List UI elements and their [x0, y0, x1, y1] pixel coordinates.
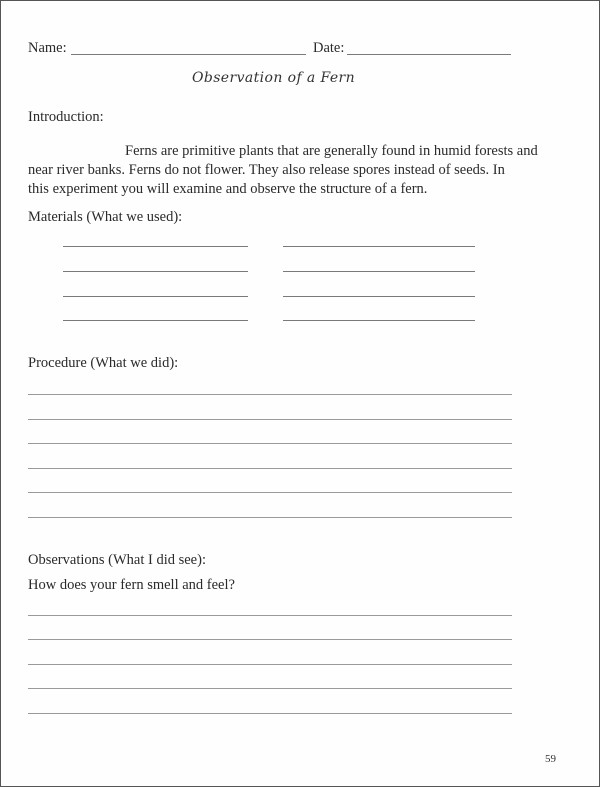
materials-line[interactable]: [63, 296, 248, 297]
introduction-heading: Introduction:: [28, 109, 104, 125]
date-write-line[interactable]: [347, 54, 511, 55]
observations-question: How does your fern smell and feel?: [28, 577, 235, 593]
procedure-line[interactable]: [28, 492, 512, 493]
materials-line[interactable]: [283, 296, 475, 297]
observations-line[interactable]: [28, 639, 512, 640]
materials-heading: Materials (What we used):: [28, 209, 183, 225]
name-label: Name:: [28, 40, 67, 56]
procedure-line[interactable]: [28, 443, 512, 444]
materials-line[interactable]: [283, 271, 475, 272]
procedure-line[interactable]: [28, 517, 512, 518]
observations-heading: Observations (What I did see):: [28, 552, 206, 568]
date-label: Date:: [313, 40, 345, 56]
procedure-line[interactable]: [28, 394, 512, 395]
materials-line[interactable]: [63, 271, 248, 272]
procedure-line[interactable]: [28, 419, 512, 420]
name-write-line[interactable]: [71, 54, 306, 55]
materials-line[interactable]: [63, 246, 248, 247]
worksheet-title: Observation of a Fern: [191, 70, 356, 86]
page-number: 59: [545, 753, 556, 765]
observations-line[interactable]: [28, 713, 512, 714]
introduction-paragraph: [28, 142, 548, 199]
observations-line[interactable]: [28, 615, 512, 616]
observations-line[interactable]: [28, 664, 512, 665]
intro-line-3: this experiment you will examine and observe the structure of a fern.: [28, 181, 428, 197]
intro-line-1: Ferns are primitive plants that are generally found in humid forests and: [125, 143, 538, 159]
materials-line[interactable]: [283, 320, 475, 321]
procedure-heading: Procedure (What we did):: [28, 355, 179, 371]
intro-line-2: near river banks. Ferns do not flower. They also release spores instead of seeds. In: [28, 162, 505, 178]
materials-line[interactable]: [283, 246, 475, 247]
materials-line[interactable]: [63, 320, 248, 321]
observations-line[interactable]: [28, 688, 512, 689]
procedure-line[interactable]: [28, 468, 512, 469]
